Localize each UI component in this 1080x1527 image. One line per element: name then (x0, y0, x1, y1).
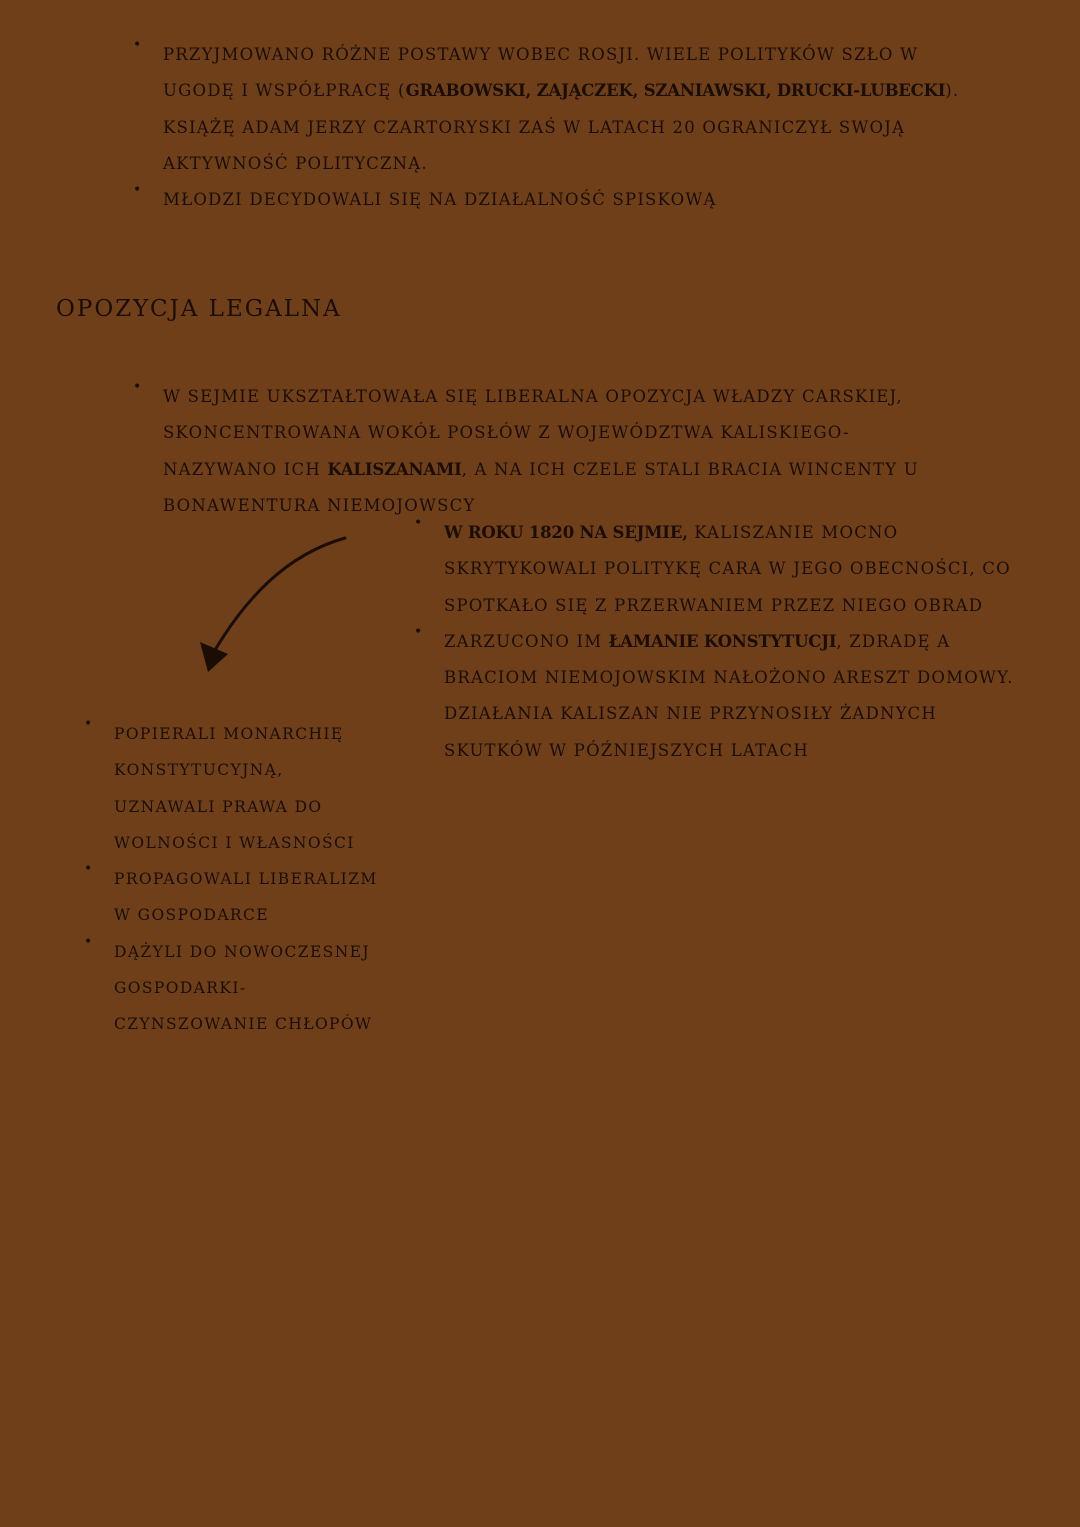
text-run: ZARZUCONO IM (444, 631, 609, 651)
bullet-icon: • (414, 515, 423, 531)
section-title: OPOZYCJA LEGALNA (56, 296, 342, 322)
text-run: MŁODZI DECYDOWALI SIĘ NA DZIAŁALNOŚĆ SPISKOWĄ (163, 190, 717, 210)
text-run: BONAWENTURA NIEMOJOWSCY (163, 495, 476, 515)
bullet-icon: • (84, 716, 93, 732)
text-line (163, 73, 959, 109)
text-line (114, 789, 378, 825)
text-run: NAZYWANO ICH (163, 459, 328, 479)
text-line (444, 551, 1014, 587)
mid-bullet-item (133, 379, 919, 524)
text-run: DZIAŁANIA KALISZAN NIE PRZYNOSIŁY ŻADNYCH (444, 704, 937, 724)
bold-text-run: W ROKU 1820 NA SEJMIE, (444, 523, 688, 542)
text-line (444, 733, 1014, 769)
text-line (114, 861, 378, 897)
text-run: SKRYTYKOWALI POLITYKĘ CARA W JEGO OBECNOŚCI, CO (444, 559, 1011, 579)
text-run: KALISZANIE MOCNO (687, 523, 899, 542)
text-run: DĄŻYLI DO NOWOCZESNEJ (114, 942, 370, 961)
text-run: PRZYJMOWANO RÓŻNE POSTAWY WOBEC ROSJI. WIELE POLITYKÓW SZŁO W (163, 45, 919, 64)
text-line (163, 110, 959, 146)
kaliszanie-actions-bullet-list (414, 515, 1014, 769)
text-run: , ZDRADĘ A (836, 631, 951, 651)
bullet-icon: • (133, 379, 142, 395)
text-line (444, 660, 1014, 696)
left-bullet-item (84, 861, 378, 934)
text-run: W SEJMIE UKSZTAŁTOWAŁA SIĘ LIBERALNA OPOZYCJA WŁADZY CARSKIEJ, (163, 387, 903, 406)
text-run: ). (945, 81, 960, 101)
text-run: CZYNSZOWANIE CHŁOPÓW (114, 1015, 373, 1034)
left-bullet-item (84, 933, 378, 1043)
text-run: W GOSPODARCE (114, 906, 269, 925)
text-line (163, 452, 919, 488)
bullet-icon: • (414, 623, 423, 640)
text-run: AKTYWNOŚĆ POLITYCZNĄ. (163, 153, 428, 173)
text-line (163, 182, 959, 218)
kaliszanie-views-bullet-list (84, 716, 378, 1043)
text-run: , A NA ICH CZELE STALI BRACIA WINCENTY U (461, 459, 919, 479)
text-run: SKONCENTROWANA WOKÓŁ POSŁÓW Z WOJEWÓDZTWA KALISKIEGO- (163, 423, 850, 443)
text-line (163, 146, 959, 182)
bullet-icon: • (133, 182, 142, 199)
text-run: KSIĄŻĘ ADAM JERZY CZARTORYSKI ZAŚ W LATACH 20 OGRANICZYŁ SWOJĄ (163, 117, 906, 137)
text-line (444, 588, 1014, 624)
top-bullet-item (133, 37, 960, 182)
right-bullet-item (414, 515, 1014, 624)
left-bullet-item (84, 716, 378, 861)
text-line (114, 897, 378, 933)
text-run: KONSTYTUCYJNĄ, (114, 761, 284, 780)
top-bullet-item (133, 182, 959, 218)
text-line (444, 696, 1014, 732)
text-line (444, 515, 1014, 551)
text-run: POPIERALI MONARCHIĘ (114, 725, 344, 743)
bold-text-run: KALISZANAMI (327, 459, 462, 479)
curved-arrow-icon (190, 530, 360, 680)
legal-opposition-bullet-list (133, 379, 919, 524)
text-run: GOSPODARKI- (114, 979, 247, 998)
bold-text-run: ŁAMANIE KONSTYTUCJI (608, 631, 837, 651)
bullet-icon: • (84, 933, 93, 950)
text-run: WOLNOŚCI I WŁASNOŚCI (114, 833, 355, 852)
text-run: PROPAGOWALI LIBERALIZM (114, 870, 378, 889)
text-line (114, 1006, 378, 1042)
text-line (163, 415, 919, 451)
text-run: UZNAWALI PRAWA DO (114, 797, 323, 816)
text-line (114, 825, 378, 861)
text-run: UGODĘ I WSPÓŁPRACĘ ( (163, 81, 406, 101)
text-line (114, 716, 378, 752)
text-run: SKUTKÓW W PÓŹNIEJSZYCH LATACH (444, 740, 809, 760)
text-line (163, 37, 959, 73)
top-bullet-list (133, 37, 960, 218)
text-run: SPOTKAŁO SIĘ Z PRZERWANIEM PRZEZ NIEGO OBRAD (444, 595, 984, 615)
text-line (114, 970, 378, 1006)
bullet-icon: • (133, 37, 142, 53)
bullet-icon: • (84, 861, 93, 878)
text-run: BRACIOM NIEMOJOWSKIM NAŁOŻONO ARESZT DOMOWY. (444, 668, 1014, 688)
bold-text-run: GRABOWSKI, ZAJĄCZEK, SZANIAWSKI, DRUCKI-LUBECKI (405, 81, 946, 101)
right-bullet-item (414, 623, 1014, 769)
text-line (114, 752, 378, 788)
text-line (444, 624, 1014, 660)
text-line (114, 934, 378, 970)
text-line (163, 379, 919, 415)
